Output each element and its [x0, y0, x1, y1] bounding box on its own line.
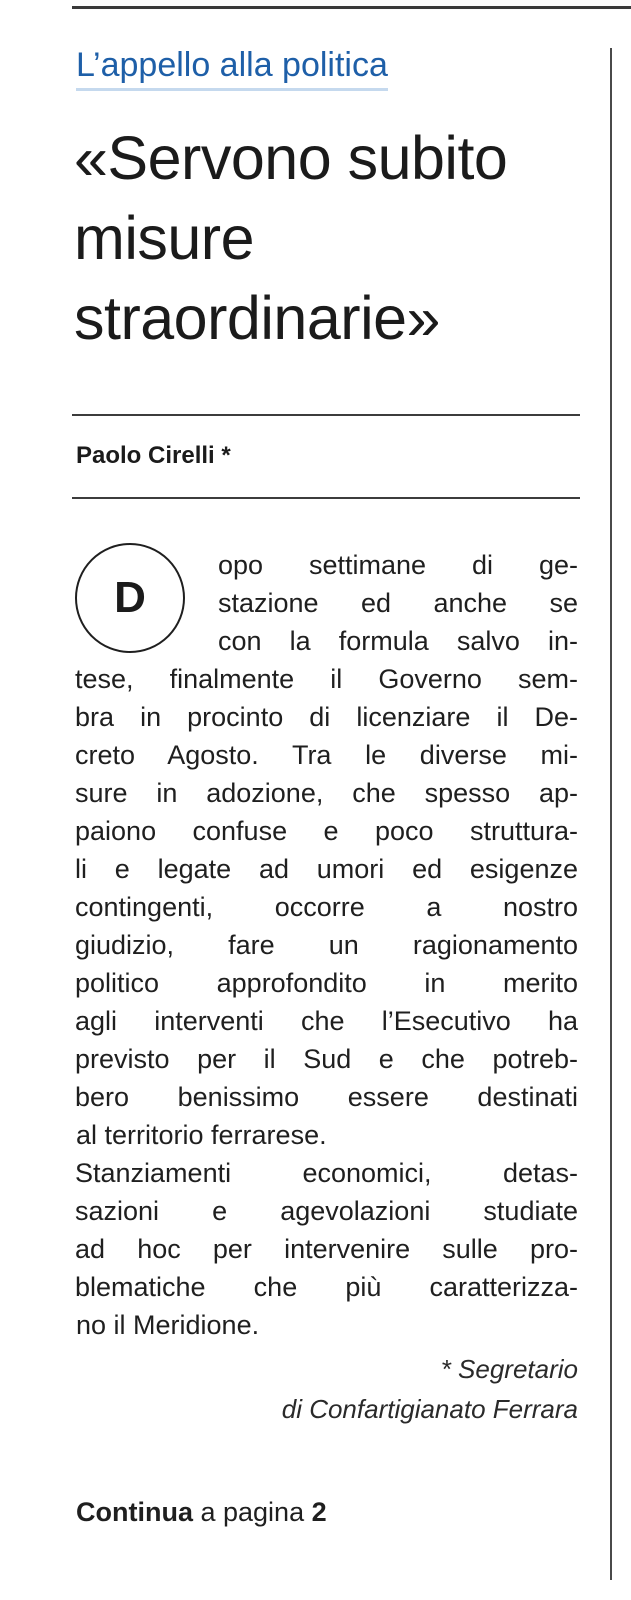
- signature-organization: di Confartigianato Ferrara: [281, 1394, 578, 1424]
- continua-middle: a pagina: [192, 1497, 312, 1527]
- column-divider: [610, 48, 612, 1580]
- body-line: sazioni e agevolazioni studiate: [75, 1196, 578, 1226]
- body-line: paiono confuse e poco struttura-: [75, 816, 578, 846]
- body-line: giudizio, fare un ragionamento: [75, 930, 578, 960]
- byline-bottom-rule: [72, 497, 580, 499]
- top-rule: [72, 6, 631, 9]
- body-line: contingenti, occorre a nostro: [75, 892, 578, 922]
- headline-line-3: straordinarie»: [74, 284, 440, 352]
- author-byline: Paolo Cirelli *: [76, 442, 231, 469]
- signature-title: * Segretario: [440, 1354, 578, 1384]
- body-line: con la formula salvo in-: [218, 626, 578, 656]
- section-kicker: L’appello alla politica: [76, 44, 388, 91]
- body-line: bra in procinto di licenziare il De-: [75, 702, 578, 732]
- headline-line-1: «Servono subito: [74, 124, 508, 192]
- body-line: opo settimane di ge-: [218, 550, 578, 580]
- body-line: ad hoc per intervenire sulle pro-: [75, 1234, 578, 1264]
- body-line: previsto per il Sud e che potreb-: [75, 1044, 578, 1074]
- continued-on-page: [76, 1494, 327, 1530]
- body-line: bero benissimo essere destinati: [75, 1082, 578, 1112]
- body-line: stazione ed anche se: [218, 588, 578, 618]
- body-line: tese, finalmente il Governo sem-: [75, 664, 578, 694]
- body-line: no il Meridione.: [76, 1310, 260, 1340]
- body-line: sure in adozione, che spesso ap-: [75, 778, 578, 808]
- continua-word: Continua: [76, 1497, 193, 1527]
- headline-line-2: misure: [74, 204, 255, 272]
- continua-page-number: 2: [311, 1497, 327, 1527]
- body-line: creto Agosto. Tra le diverse mi-: [75, 740, 578, 770]
- article-headline: [74, 118, 604, 358]
- dropcap-initial: D: [75, 543, 185, 653]
- body-line: blematiche che più caratterizza-: [75, 1272, 578, 1302]
- body-line: li e legate ad umori ed esigenze: [75, 854, 578, 884]
- body-line: politico approfondito in merito: [75, 968, 578, 998]
- body-line: Stanziamenti economici, detas-: [75, 1158, 578, 1188]
- body-line: agli interventi che l’Esecutivo ha: [75, 1006, 578, 1036]
- body-line: al territorio ferrarese.: [76, 1120, 327, 1150]
- byline-top-rule: [72, 414, 580, 416]
